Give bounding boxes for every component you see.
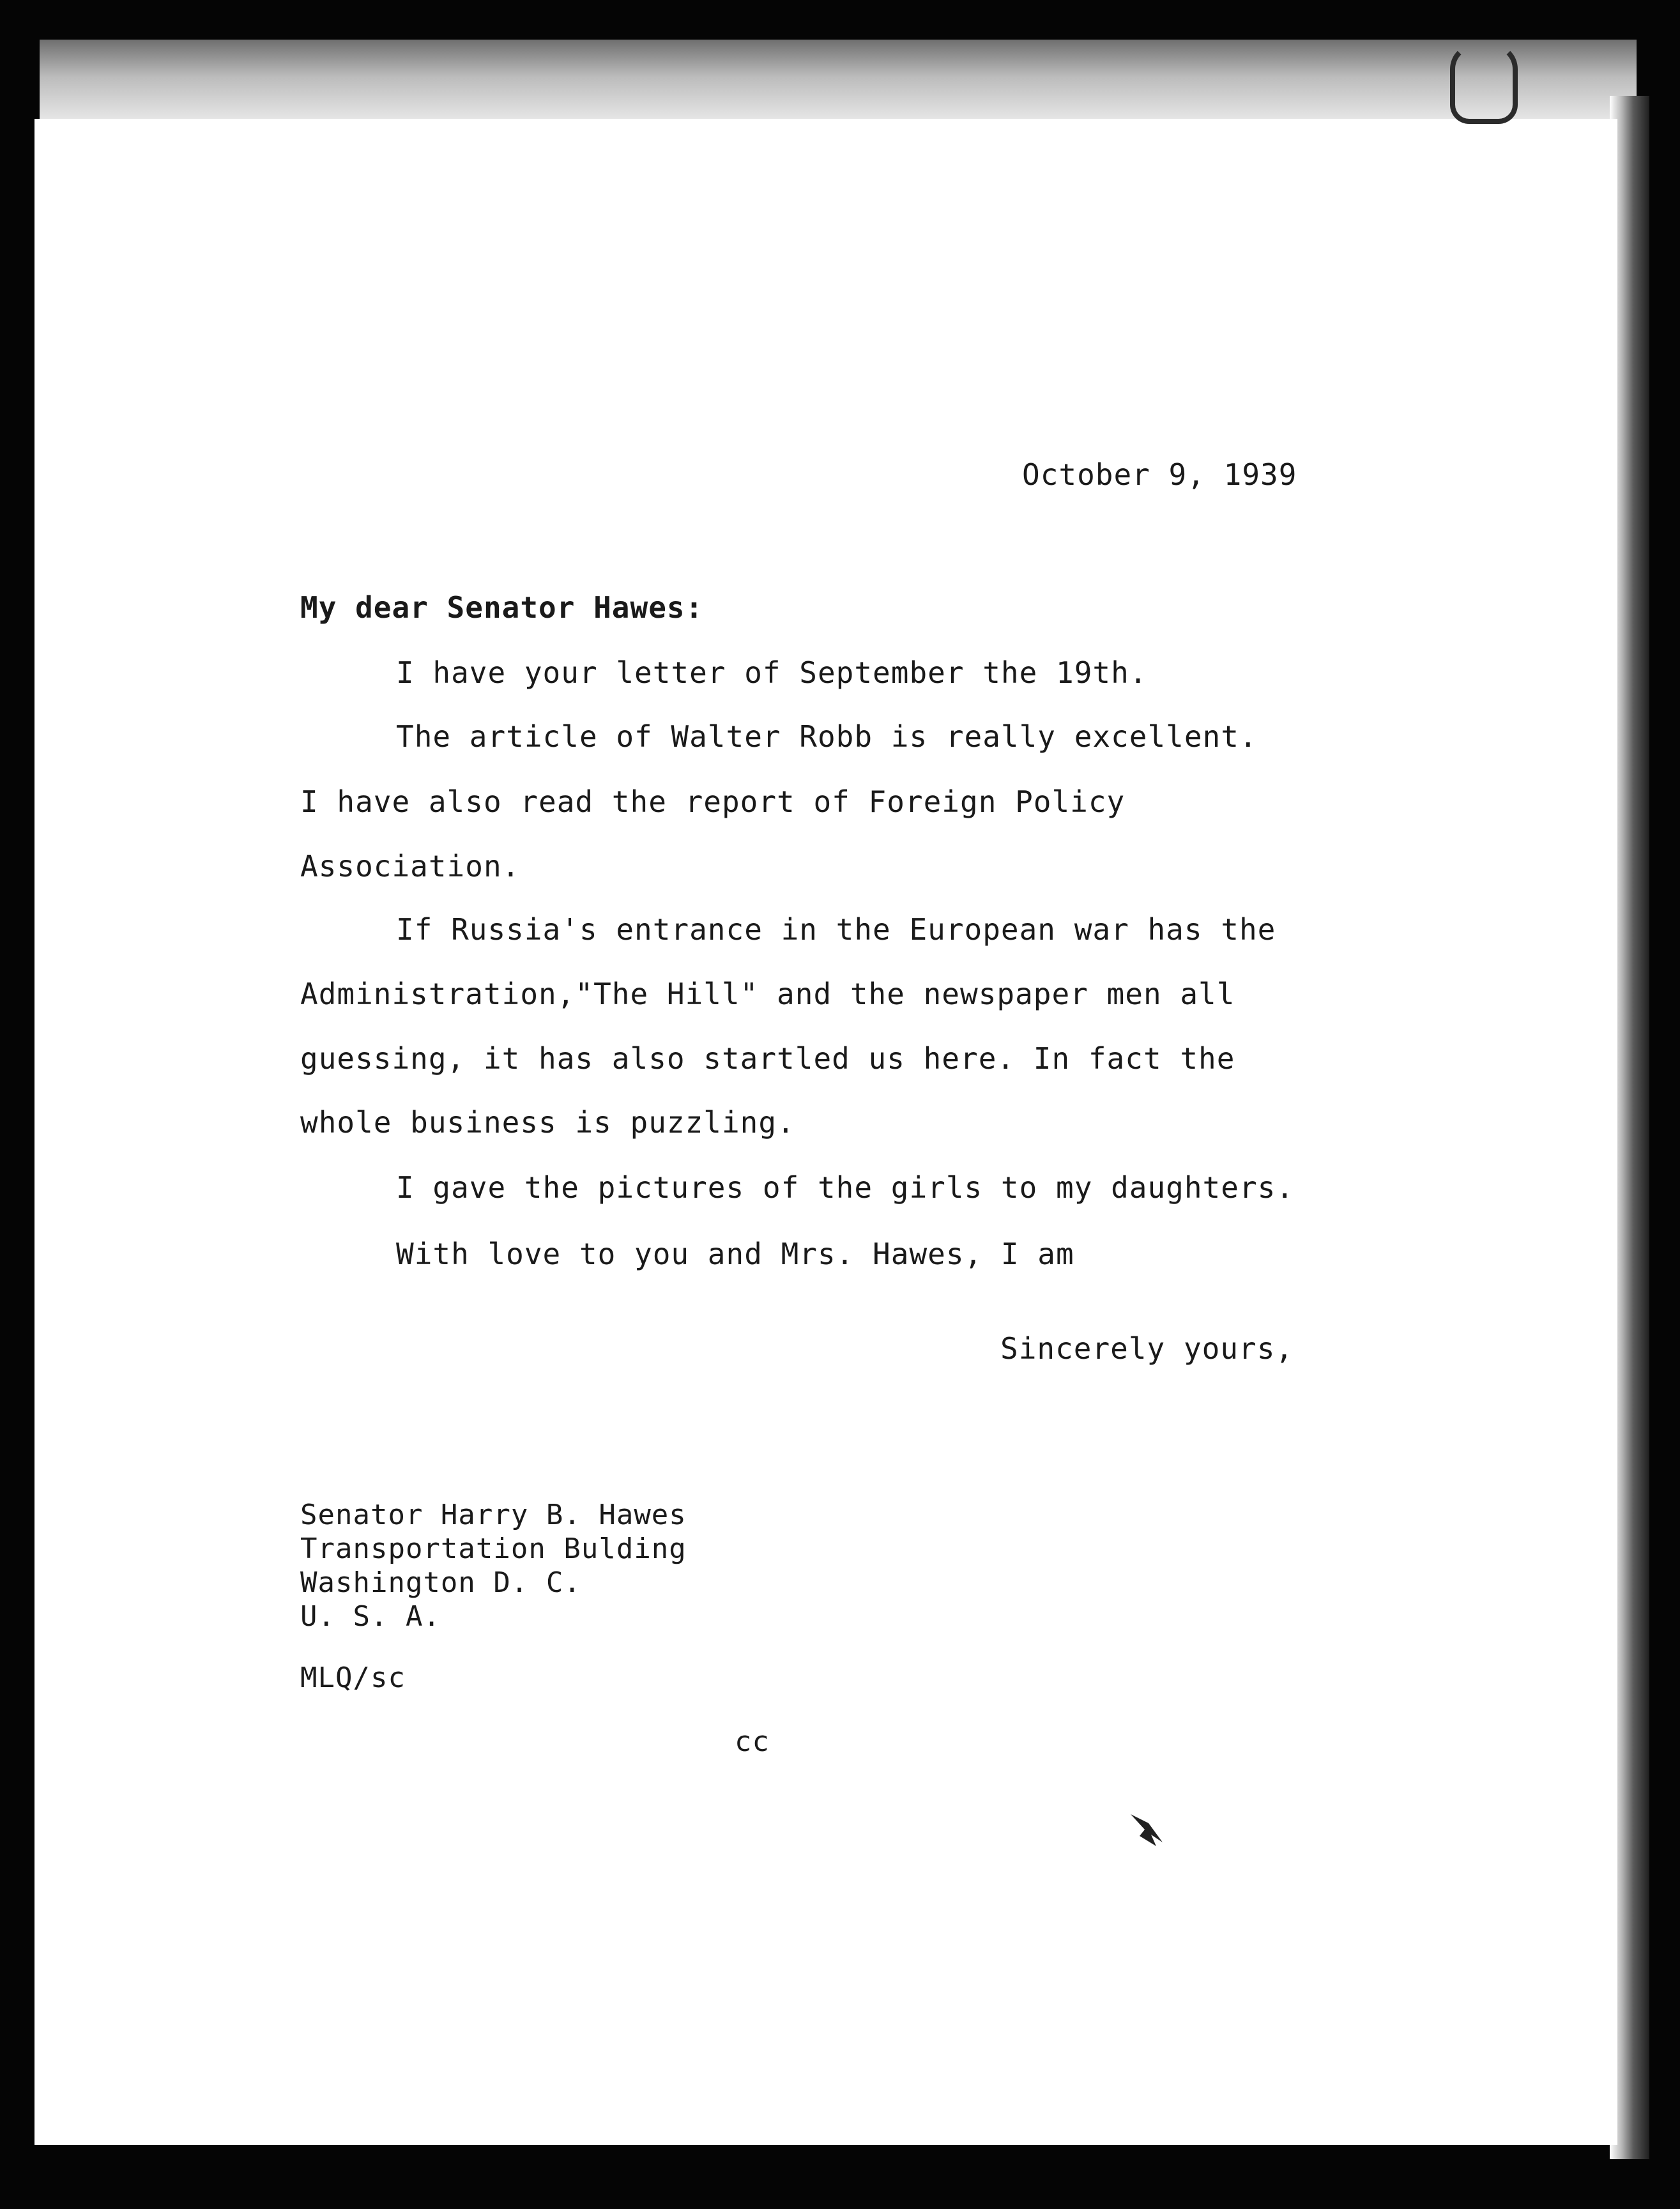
paragraph-3-line-2: Administration,"The Hill" and the newspaper men all: [300, 977, 1235, 1011]
recipient-address: [300, 1498, 687, 1633]
paragraph-2-line-2: I have also read the report of Foreign Policy: [300, 784, 1126, 819]
reference-initials: MLQ/sc: [300, 1662, 406, 1694]
paragraph-2-line-3: Association.: [300, 849, 521, 883]
carbon-copy-notation: cc: [735, 1725, 770, 1758]
paragraph-3-line-3: guessing, it has also startled us here. In fact the: [300, 1041, 1235, 1076]
address-line-4: U. S. A.: [300, 1600, 441, 1633]
paragraph-5: With love to you and Mrs. Hawes, I am: [396, 1237, 1074, 1271]
salutation: My dear Senator Hawes:: [300, 590, 704, 625]
address-line-1: Senator Harry B. Hawes: [300, 1499, 687, 1531]
letter-date: October 9, 1939: [1022, 457, 1297, 492]
paragraph-3-line-1: If Russia's entrance in the European war has the: [396, 912, 1276, 947]
paragraph-3-line-4: whole business is puzzling.: [300, 1105, 795, 1140]
address-line-2: Transportation Bulding: [300, 1533, 687, 1565]
paragraph-2-line-1: The article of Walter Robb is really excellent.: [396, 719, 1258, 754]
ink-mark-icon: [1126, 1808, 1170, 1853]
address-line-3: Washington D. C.: [300, 1566, 581, 1599]
complimentary-close: Sincerely yours,: [1000, 1331, 1294, 1366]
paragraph-1: I have your letter of September the 19th.: [396, 655, 1148, 690]
paragraph-4: I gave the pictures of the girls to my daughters.: [396, 1170, 1295, 1205]
